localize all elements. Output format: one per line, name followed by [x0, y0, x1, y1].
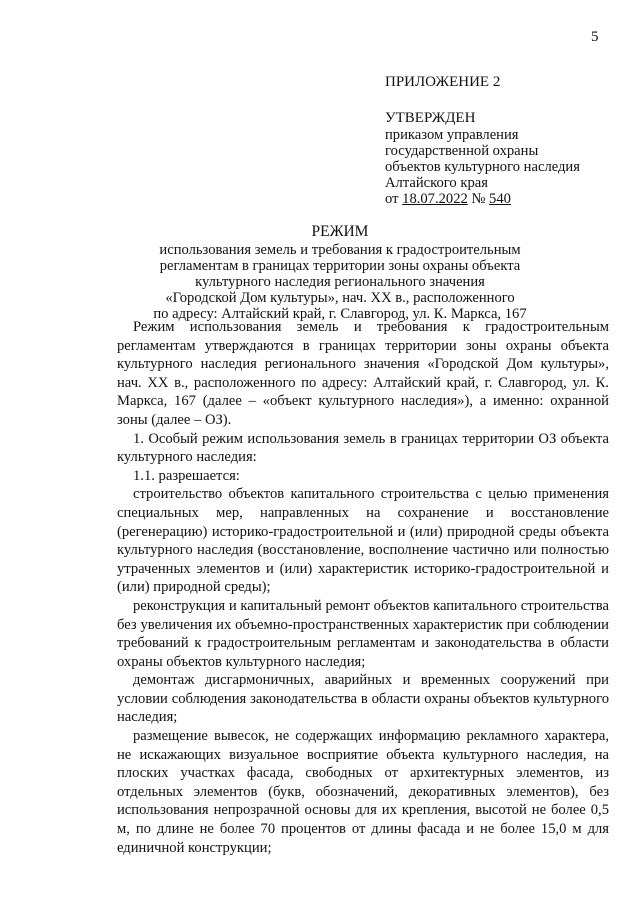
- body-paragraph: 1. Особый режим использования земель в границах территории ОЗ объекта культурного наследия:: [117, 430, 609, 466]
- body-paragraph: демонтаж дисгармоничных, аварийных и временных сооружений при условии соблюдения законодательства в области охраны объектов культурного наследия;: [117, 672, 609, 726]
- title-line: «Городской Дом культуры», нач. XX в., расположенного: [165, 290, 515, 306]
- document-title: [110, 224, 570, 322]
- document-body: [117, 318, 609, 857]
- approved-heading: УТВЕРЖДЕН: [385, 110, 476, 126]
- body-paragraph: размещение вывесок, не содержащих информацию рекламного характера, не искажающих визуальное восприятие объекта культурного наследия, на плоских участках фасада, свободных от архитектурных элементов, из отдельных элементов (букв, обозначений, декоративных элементов), без использования непрозрачной основы для их крепления, высотой не более 0,5 м, по длине не более 70 процентов от длины фасада и не более 15,0 м для единичной конструкции;: [117, 728, 609, 856]
- order-number-label: №: [467, 191, 490, 207]
- title-line: использования земель и требования к градостроительным: [159, 242, 521, 258]
- approved-line: объектов культурного наследия: [385, 159, 580, 175]
- order-date: 18.07.2022: [402, 191, 468, 207]
- title-line: регламентам в границах территории зоны охраны объекта: [159, 258, 521, 274]
- appendix-label: ПРИЛОЖЕНИЕ 2: [385, 74, 501, 90]
- title-line: по адресу: Алтайский край, г. Славгород, ул. К. Маркса, 167: [153, 306, 527, 322]
- body-paragraph: строительство объектов капитального строительства с целью применения специальных мер, направленных на сохранение и восстановление (регенерацию) историко-градостроительной и (или) природной среды объекта культурного наследия (восстановление, восполнение частично или полностью утраченных элементов и (или) характеристик историко-градостроительной и (или) природной среды);: [117, 486, 609, 596]
- order-prefix: от: [385, 191, 403, 207]
- approved-line: государственной охраны: [385, 143, 539, 159]
- body-paragraph: Режим использования земель и требования к градостроительным регламентам утверждаются в границах территории зоны охраны объекта культурного наследия регионального значения «Городской Дом культуры», нач. XX в., расположенного по адресу: Алтайский край, г. Славгород, ул. К. Маркса, 167 (далее – «объект культурного наследия»), а именно: охранной зоны (далее – ОЗ).: [117, 319, 609, 428]
- approved-line: приказом управления: [385, 127, 519, 143]
- title-heading: РЕЖИМ: [311, 223, 369, 240]
- approval-stamp: [385, 110, 580, 207]
- body-paragraph: 1.1. разрешается:: [133, 467, 240, 484]
- title-line: культурного наследия регионального значения: [195, 274, 485, 290]
- page-number: 5: [591, 29, 599, 45]
- approved-line: Алтайского края: [385, 175, 488, 191]
- order-number: 540: [489, 191, 511, 207]
- order-reference: [385, 191, 580, 207]
- body-paragraph: реконструкция и капитальный ремонт объектов капитального строительства без увеличения их объемно-пространственных характеристик при соблюдении требований к градостроительным регламентам и законодательства в области охраны объектов культурного наследия;: [117, 597, 609, 670]
